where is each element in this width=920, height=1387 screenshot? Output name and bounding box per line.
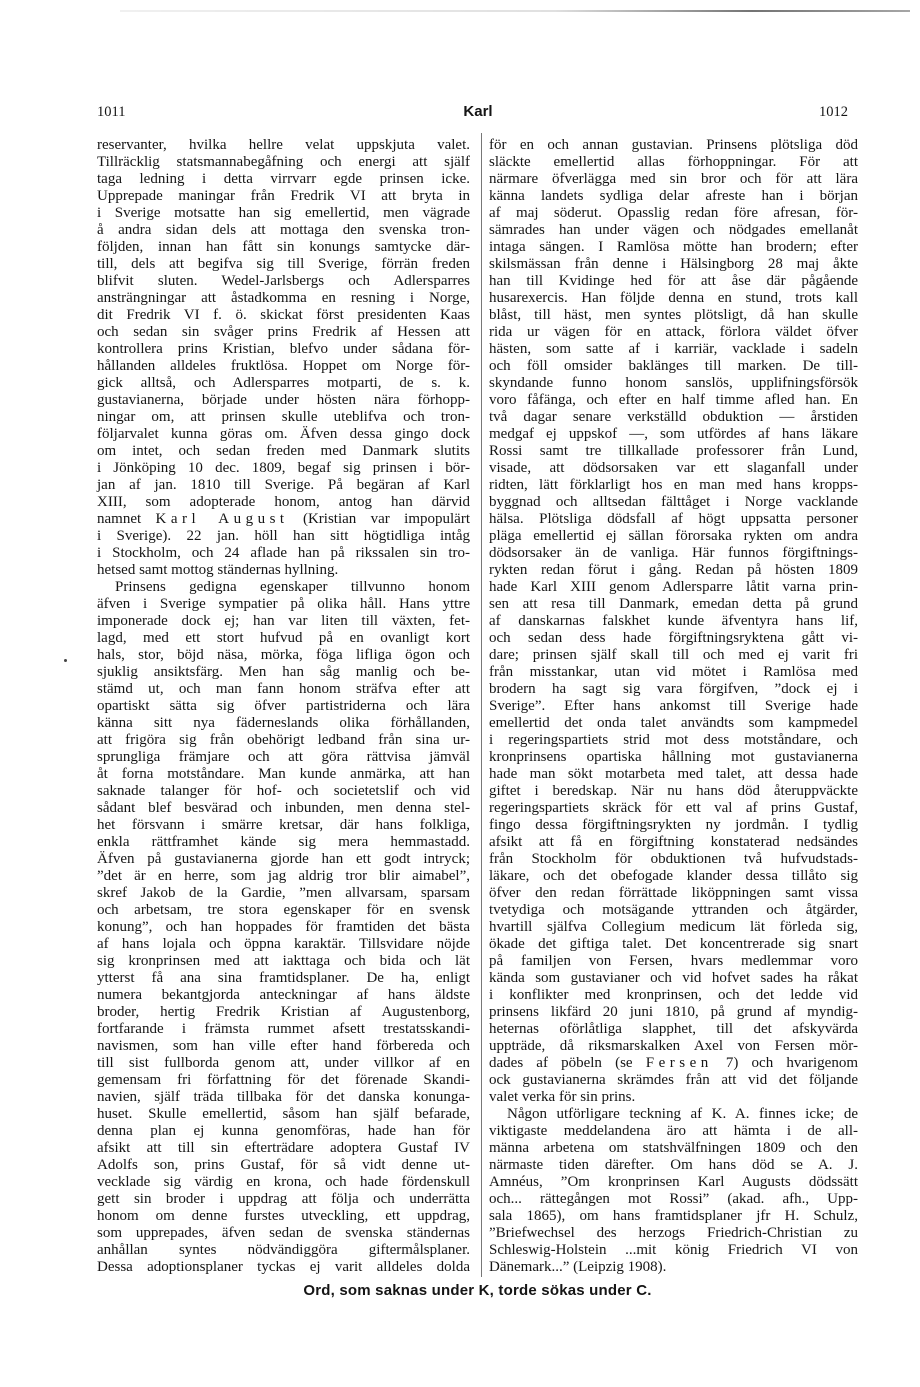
- text-line: stämd ut, och man fann honom sträfva efter att: [97, 681, 470, 697]
- text-line: ökade det giftiga talet. Det koncentrerade sig snart: [489, 936, 858, 952]
- text-line: kända som gustavianer och vid hofvet sades ha råkat: [489, 970, 858, 986]
- text-segment: 7) och hvarigenom: [712, 1055, 858, 1071]
- text-line: saknade talanger för hof- och societetslif och vid: [97, 783, 470, 799]
- text-line: öfver den redan förrättade liköppningen samt vissa: [489, 885, 858, 901]
- text-line: medgaf ej uppskof —, som utfördes af hans läkare: [489, 426, 858, 442]
- text-line: sprungliga främjare och att göra rättvisa jämväl: [97, 749, 470, 765]
- text-line: husarexercis. Han följde denna en stund, trots kall: [489, 290, 858, 306]
- text-line: navismen, som han ville efter hand förbereda och: [97, 1038, 470, 1054]
- text-line: Äfven på gustavianerna gjorde han ett godt intryck;: [97, 851, 470, 867]
- text-line: lagd, med ett stort hufvud på en ovanligt kort: [97, 630, 470, 646]
- text-line: och föll omsider baklänges till marken. De till-: [489, 358, 858, 374]
- text-line: af hans lojala och öppna karaktär. Tillsvidare nöjde: [97, 936, 470, 952]
- right-column: [489, 137, 858, 1276]
- text-line: känna sitt nya fäderneslands olika förhållanden,: [97, 715, 470, 731]
- text-line: pläga emellertid ej sällan förorsaka rykten om andra: [489, 528, 858, 544]
- text-segment: (Kristian var impopulärt: [288, 511, 470, 527]
- text-line: skyndande funno honom sanslös, upplifningsförsök: [489, 375, 858, 391]
- scan-speck: [64, 659, 67, 662]
- text-line: broder, hertig Fredrik Kristian af Augustenborg,: [97, 1004, 470, 1020]
- text-line: tvetydiga och motsägande yttranden och åtgärder,: [489, 902, 858, 918]
- text-line: hals, stor, böjd näsa, mörka, föga lifliga ögon och: [97, 647, 470, 663]
- text-line: han till Kvidinge hed för att åse där pågående: [489, 273, 858, 289]
- text-line: fingo dessa förgiftningsrykten ny jordmån. I tydlig: [489, 817, 858, 833]
- text-line: gustavianerna, började under hösten nära förhopp-: [97, 392, 470, 408]
- text-line: som upprepades, äfven sedan de svenska ständernas: [97, 1225, 470, 1241]
- text-line: och... rättegången mot Rossi” (akad. afh., Upp-: [489, 1191, 858, 1207]
- text-line: af danskarnas falskhet kunde äfventyra hans lif,: [489, 613, 858, 629]
- text-line: [97, 511, 470, 528]
- text-line: opartiskt sätta sig öfver partistriderna och lära: [97, 698, 470, 714]
- text-line: från misstankar, utan vid mötet i Ramlösa med: [489, 664, 858, 680]
- text-line: blifvit sluten. Wedel-Jarlsbergs och Adlersparres: [97, 273, 470, 289]
- text-line: valet verka för sin prins.: [489, 1089, 636, 1105]
- text-line: och arbetsam, tre stora egenskaper för en svensk: [97, 902, 470, 918]
- text-line: Adolfs son, prins Gustaf, för så vidt denne ut-: [97, 1157, 470, 1173]
- text-line: konung”, och han hoppades för framtiden det bästa: [97, 919, 470, 935]
- text-line: Dessa adoptionsplaner tyckas ej varit alldeles dolda: [97, 1259, 470, 1275]
- text-line: hade man sökt motarbeta med talet, att dessa hade: [489, 766, 858, 782]
- text-line: följarvalet kunna göras om. Äfven dessa gingo dock: [97, 426, 470, 442]
- text-line: ytterst få ana sina framtidsplaner. De ha, enligt: [97, 970, 470, 986]
- text-line: rida ur vägen för en attack, förlora väldet öfver: [489, 324, 858, 340]
- text-line: och sedan dess hade förgiftningsryktena gått vi-: [489, 630, 858, 646]
- text-line: viktigaste meddelandena äro att hämta i de all-: [489, 1123, 858, 1139]
- text-line: närmare öfverlägga med sin bror och för att lära: [489, 171, 858, 187]
- text-line: Någon utförligare teckning af K. A. finnes icke; de: [507, 1106, 858, 1122]
- text-line: af maj söderut. Opasslig redan före afresan, för-: [489, 205, 858, 221]
- spaced-name: Karl August: [155, 511, 289, 527]
- text-line: hetsed samt mottog ständernas hyllning.: [97, 562, 339, 578]
- text-line: reservanter, hvilka hellre velat uppskjuta valet.: [97, 137, 470, 153]
- text-line: vecklade sig värdig en krona, och hade fördenskull: [97, 1174, 470, 1190]
- text-line: enkla rättframhet kände sig mera hemmastadd.: [97, 834, 470, 850]
- text-line: numera bekantgjorda anteckningar af hans äldste: [97, 987, 470, 1003]
- text-line: voro fåfänga, och efter en half timme afled han. En: [489, 392, 858, 408]
- text-line: uppträde, då riksmarskalken Axel von Fersen mör-: [489, 1038, 858, 1054]
- text-line: Prinsens gedigna egenskaper tillvunno honom: [115, 579, 470, 595]
- left-column: [97, 137, 470, 1276]
- text-line: sjuklig ansiktsfärg. Men han såg manlig och be-: [97, 664, 470, 680]
- text-line: för en och annan gustavian. Prinsens plötsliga död: [489, 137, 858, 153]
- text-segment: dades af pöbeln (se: [489, 1055, 646, 1071]
- text-line: på familjen von Fersen, hvars medlemmar voro: [489, 953, 858, 969]
- text-line: ridten, lätt förklarligt hos en man med hans kropps-: [489, 477, 858, 493]
- text-line: jan af jan. 1810 till Sverige. På begäran af Karl: [97, 477, 470, 493]
- text-line: brodern ha sagt sig vara förgifven, ”dock ej i: [489, 681, 858, 697]
- text-line: läkare, och det obefogade klander dessa tillåto sig: [489, 868, 858, 884]
- text-line: hästen, som satte af i karriär, vacklade i sadeln: [489, 341, 858, 357]
- text-line: anhållan syntes nödvändiggöra giftermålsplaner.: [97, 1242, 470, 1258]
- text-line: regeringspartiets skräck för ett val af prins Gustaf,: [489, 800, 858, 816]
- text-line: dare; prinsen själf skall till och med ej varit fri: [489, 647, 858, 663]
- text-line: hvartill själfva Collegium medicum lät förleda sig,: [489, 919, 858, 935]
- text-line: XIII, som adopterade honom, antog han därvid: [97, 494, 470, 510]
- text-line: i Sverige motsatte han sig emellertid, men vägrade: [97, 205, 470, 221]
- text-line: ningar om, att prinsen skulle uteblifva och tron-: [97, 409, 470, 425]
- page-number-left: 1011: [97, 104, 126, 120]
- text-line: huset. Skulle emellertid, såsom han själf befarade,: [97, 1106, 470, 1122]
- text-line: dödsorsaker än de vanliga. Här funnos förgiftnings-: [489, 545, 858, 561]
- text-line: fortfarande i främsta rummet afsett trestatsskandi-: [97, 1021, 470, 1037]
- text-line: två dagar senare verkställd obduktion — årstiden: [489, 409, 858, 425]
- text-line: åt forna motståndare. Man kunde anmärka, att han: [97, 766, 470, 782]
- page-number-right: 1012: [819, 104, 848, 120]
- text-line: kontrollera prins Kristian, blefvo under sådana för-: [97, 341, 470, 357]
- text-line: imponerade dock ej; han var liten till växten, fet-: [97, 613, 470, 629]
- text-line: till, dels att begifva sig till Sverige, förrän freden: [97, 256, 470, 272]
- text-line: byggnad och alltsedan fälttåget i Norge vacklande: [489, 494, 858, 510]
- text-line: intaga sängen. I Ramlösa mötte han brodern; efter: [489, 239, 858, 255]
- text-line: Dänemark...” (Leipzig 1908).: [489, 1259, 667, 1275]
- text-line: kronprinsens opartiska hållning mot gustavianerna: [489, 749, 858, 765]
- text-line: giftet i beredskap. När nu hans död återuppväckte: [489, 783, 858, 799]
- text-line: i Sverige). 22 jan. höll han sitt högtidliga intåg: [97, 528, 470, 544]
- text-line: släckte emellertid allas förhoppningar. För att: [489, 154, 858, 170]
- footer-note: Ord, som saknas under K, torde sökas under C.: [303, 1282, 652, 1299]
- text-line: hälsa. Plötsliga dödsfall af högt uppsatta personer: [489, 511, 858, 527]
- text-line: att frigöra sig från obehörigt ledband från sina ur-: [97, 732, 470, 748]
- text-line: emellertid det onda talet användts som kampmedel: [489, 715, 858, 731]
- text-line: hållanden alldeles fruktlösa. Hoppet om Norge för-: [97, 358, 470, 374]
- text-line: honom om denne furstes utveckling, ett uppdrag,: [97, 1208, 470, 1224]
- text-line: rykten redan förut i gång. Redan på hösten 1809: [489, 562, 858, 578]
- text-line: taga ledning i detta virrvarr egde prinsen icke.: [97, 171, 470, 187]
- text-line: från Stockholm för obduktionen två hufvudstads-: [489, 851, 858, 867]
- text-line: ansträngningar att åstadkomma en resning i Norge,: [97, 290, 470, 306]
- text-line: dit Fredrik VI f. ö. skickat först presidenten Kaas: [97, 307, 470, 323]
- text-line: gemensam fri författning för det förenade Skandi-: [97, 1072, 470, 1088]
- text-line: äfven i Sverige sympatier på olika håll. Hans yttre: [97, 596, 470, 612]
- text-line: gett sin broder i uppdrag att följa och underrätta: [97, 1191, 470, 1207]
- spaced-name: Fersen: [645, 1055, 713, 1071]
- text-line: männa arbetena om statshvälfningen 1809 och den: [489, 1140, 858, 1156]
- text-line: närmaste tiden därefter. Om hans död se A. J.: [489, 1157, 858, 1173]
- text-line: ”Briefwechsel des herzogs Friedrich-Christian zu: [489, 1225, 858, 1241]
- text-line: skilsmässan från denne i Hälsingborg 28 maj åkte: [489, 256, 858, 272]
- text-line: afsikt att till sin efterträdare adoptera Gustaf IV: [97, 1140, 470, 1156]
- text-line: sen att resa till Danmark, emedan detta på grund: [489, 596, 858, 612]
- text-line: sådant blef besvärad och inbunden, men denna stel-: [97, 800, 470, 816]
- text-line: Sverige”. Efter hans ankomst till Sverige hade: [489, 698, 858, 714]
- text-line: Amnéus, ”Om kronprinsen Karl Augusts dödssätt: [489, 1174, 858, 1190]
- text-line: Upprepade maningar från Fredrik VI att bryta in: [97, 188, 470, 204]
- running-head-title: Karl: [463, 103, 493, 120]
- text-line: i konflikter med kronprinsen, och det ledde vid: [489, 987, 858, 1003]
- text-line: sala 1865), om hans framtidsplaner jfr H. Schulz,: [489, 1208, 858, 1224]
- text-line: i Stockholm, och 24 aflade han på rikssalen sin tro-: [97, 545, 470, 561]
- text-line: visade, att dödsorsaken var ett slaganfall under: [489, 460, 858, 476]
- text-line: afsikt att få en förgiftning konstaterad nedsändes: [489, 834, 858, 850]
- text-line: blåst, till häst, men syntes plötsligt, då han skulle: [489, 307, 858, 323]
- text-line: het försvann i smärre kretsar, där hans folkliga,: [97, 817, 470, 833]
- text-line: Rossi samt tre tillkallade professorer från Lund,: [489, 443, 858, 459]
- text-line: denna plan ej kunna genomföras, hade han för: [97, 1123, 470, 1139]
- text-line: och sedan sin svåger prins Fredrik af Hessen att: [97, 324, 470, 340]
- text-line: å andra sidan dels att mottaga den svenska tron-: [97, 222, 470, 238]
- column-divider: [481, 133, 482, 1277]
- text-line: prinsens likfärd 20 juni 1810, på grund af myndig-: [489, 1004, 858, 1020]
- text-line: gick alltså, och Adlersparres motparti, de s. k.: [97, 375, 470, 391]
- scan-edge-line: [120, 10, 910, 12]
- text-line: ”det är en herre, som jag aldrig tror blir aimabel”,: [97, 868, 470, 884]
- text-line: skref Jakob de la Gardie, ”men allvarsam, sparsam: [97, 885, 470, 901]
- text-line: ock gustavianerna skrämdes från att vid det följande: [489, 1072, 858, 1088]
- text-line: känna landets sydliga delar afreste han i början: [489, 188, 858, 204]
- text-line: hade Karl XIII genom Adlersparre låtit varna prin-: [489, 579, 858, 595]
- text-line: följden, innan han fått sin konungs samtycke där-: [97, 239, 470, 255]
- text-line: i Jönköping 10 dec. 1809, begaf sig prinsen i bör-: [97, 460, 470, 476]
- text-line: Schleswig-Holstein ...mit könig Friedrich VI von: [489, 1242, 858, 1258]
- text-line: sig kronprinsen med att iakttaga och bida och lät: [97, 953, 470, 969]
- text-line: [489, 1055, 858, 1072]
- text-line: till sist fullborda genom att, under villkor af en: [97, 1055, 470, 1071]
- text-line: i regeringspartiets strid mot dess motståndare, och: [489, 732, 858, 748]
- text-line: navien, själf träda tillbaka för det danska konunga-: [97, 1089, 470, 1105]
- text-line: Tillräcklig statsmannabegåfning och energi att själf: [97, 154, 470, 170]
- text-line: heternas oförlåtliga slapphet, till det afskyvärda: [489, 1021, 858, 1037]
- text-line: sämrades han under vägen och nödgades emellanåt: [489, 222, 858, 238]
- text-segment: namnet: [97, 511, 156, 527]
- text-line: om intet, och sedan freden med Danmark slutits: [97, 443, 470, 459]
